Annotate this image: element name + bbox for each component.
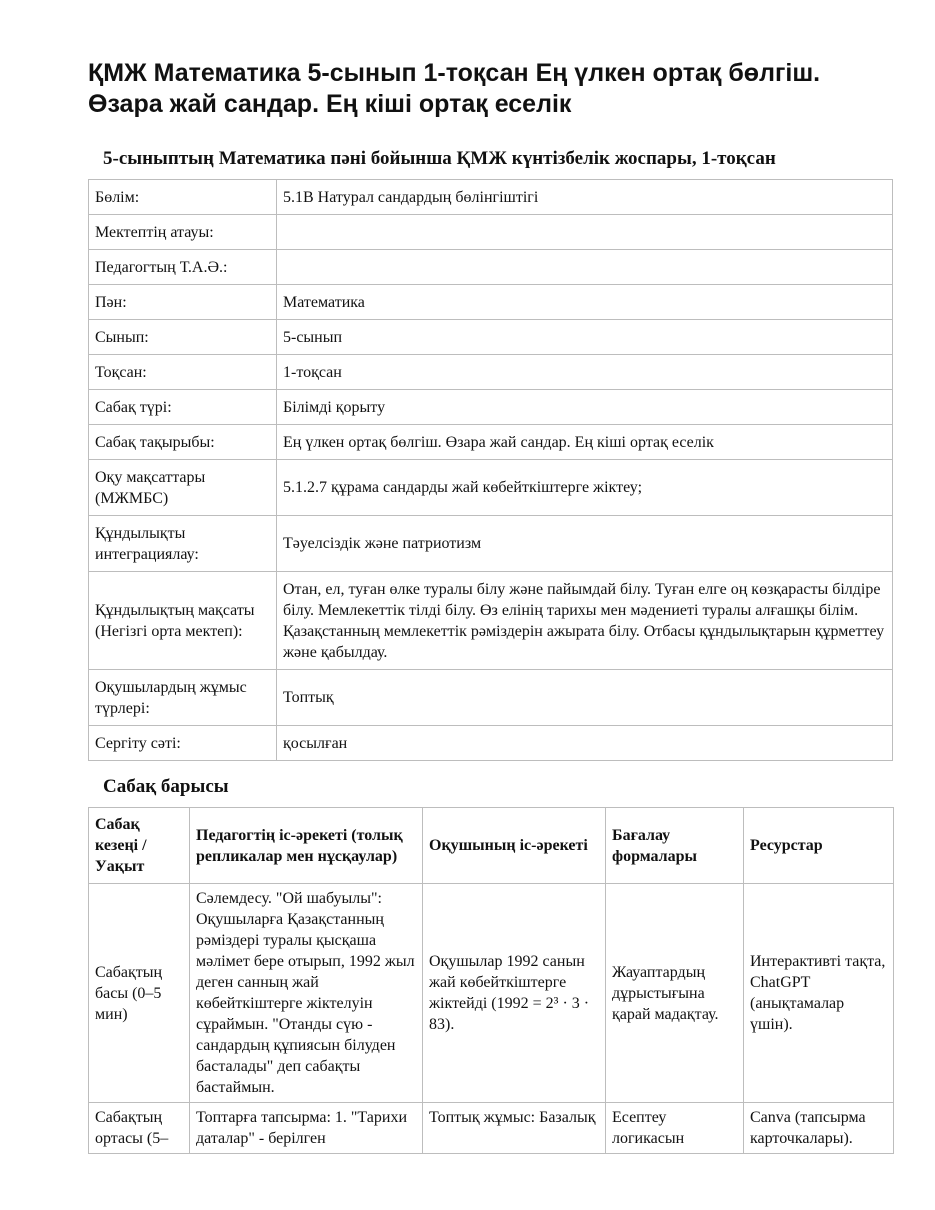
table-row bbox=[89, 425, 893, 460]
teacher-activity: Топтарға тапсырма: 1. "Тарихи даталар" - берілген bbox=[190, 1103, 423, 1154]
info-value: қосылған bbox=[277, 726, 893, 761]
info-label: Оқушылардың жұмыс түрлері: bbox=[89, 670, 277, 726]
info-value: Ең үлкен ортақ бөлгіш. Өзара жай сандар. Ең кіші ортақ еселік bbox=[277, 425, 893, 460]
table-row bbox=[89, 884, 894, 1103]
table-row bbox=[89, 355, 893, 390]
info-label: Тоқсан: bbox=[89, 355, 277, 390]
info-label: Құндылықтың мақсаты (Негізгі орта мектеп): bbox=[89, 572, 277, 670]
table-row bbox=[89, 250, 893, 285]
info-value: 5.1.2.7 құрама сандарды жай көбейткіштерге жіктеу; bbox=[277, 460, 893, 516]
table-header-row bbox=[89, 808, 894, 884]
info-label: Құндылықты интеграциялау: bbox=[89, 516, 277, 572]
table-row bbox=[89, 1103, 894, 1154]
column-header-student: Оқушының іс-әрекеті bbox=[423, 808, 606, 884]
info-value: Білімді қорыту bbox=[277, 390, 893, 425]
resources: Интерактивті тақта, ChatGPT (анықтамалар үшін). bbox=[744, 884, 894, 1103]
teacher-activity: Сәлемдесу. "Ой шабуылы": Оқушыларға Қазақстанның рәміздері туралы қысқаша мәлімет бере отырып, 1992 жыл деген санның жай көбейткіштерге жіктелуін сұраймын. "Отанды сүю - сандардың құпиясын білуден басталады" деп сабақты бастаймын. bbox=[190, 884, 423, 1103]
info-label: Пән: bbox=[89, 285, 277, 320]
table-row bbox=[89, 726, 893, 761]
lesson-stage: Сабақтың басы (0–5 мин) bbox=[89, 884, 190, 1103]
column-header-assessment: Бағалау формалары bbox=[606, 808, 744, 884]
table-row bbox=[89, 670, 893, 726]
table-row bbox=[89, 572, 893, 670]
info-label: Оқу мақсаттары (МЖМБС) bbox=[89, 460, 277, 516]
info-label: Сабақ түрі: bbox=[89, 390, 277, 425]
document-title: ҚМЖ Математика 5-сынып 1-тоқсан Ең үлкен ортақ бөлгіш. Өзара жай сандар. Ең кіші ортақ еселік bbox=[88, 59, 821, 118]
info-value bbox=[277, 250, 893, 285]
info-value: 5-сынып bbox=[277, 320, 893, 355]
table-row bbox=[89, 516, 893, 572]
table-row bbox=[89, 390, 893, 425]
column-header-resources: Ресурстар bbox=[744, 808, 894, 884]
info-label: Сергіту сәті: bbox=[89, 726, 277, 761]
info-value: 5.1В Натурал сандардың бөлінгіштігі bbox=[277, 180, 893, 215]
table-row bbox=[89, 180, 893, 215]
table-row bbox=[89, 215, 893, 250]
table-row bbox=[89, 460, 893, 516]
info-label: Сынып: bbox=[89, 320, 277, 355]
info-label: Педагогтың Т.А.Ә.: bbox=[89, 250, 277, 285]
info-label: Мектептің атауы: bbox=[89, 215, 277, 250]
student-activity: Топтық жұмыс: Базалық bbox=[423, 1103, 606, 1154]
lesson-stage: Сабақтың ортасы (5– bbox=[89, 1103, 190, 1154]
table-row bbox=[89, 285, 893, 320]
lesson-section-heading: Сабақ барысы bbox=[103, 776, 229, 797]
info-value: Математика bbox=[277, 285, 893, 320]
column-header-stage: Сабақ кезеңі / Уақыт bbox=[89, 808, 190, 884]
student-activity: Оқушылар 1992 санын жай көбейткіштерге жіктейді (1992 = 2³ · 3 · 83). bbox=[423, 884, 606, 1103]
info-value: Топтық bbox=[277, 670, 893, 726]
info-value: Тәуелсіздік және патриотизм bbox=[277, 516, 893, 572]
column-header-teacher: Педагогтің іс-әрекеті (толық репликалар мен нұсқаулар) bbox=[190, 808, 423, 884]
assessment: Жауаптардың дұрыстығына қарай мадақтау. bbox=[606, 884, 744, 1103]
assessment: Есептеу логикасын bbox=[606, 1103, 744, 1154]
info-label: Сабақ тақырыбы: bbox=[89, 425, 277, 460]
table-row bbox=[89, 320, 893, 355]
info-label: Бөлім: bbox=[89, 180, 277, 215]
info-value bbox=[277, 215, 893, 250]
info-table bbox=[88, 179, 893, 761]
info-value: Отан, ел, туған өлке туралы білу және пайымдай білу. Туған елге оң көзқарасты білдіре білу. Мемлекеттік тілді білу. Өз елінің тарихы мен мәдениеті туралы алғашқы білім. Қазақстанның мемлекеттік рәміздерін ажырата білу. Отбасы құндылықтарын құрметтеу және қабылдау. bbox=[277, 572, 893, 670]
info-value: 1-тоқсан bbox=[277, 355, 893, 390]
lesson-table bbox=[88, 807, 894, 1154]
resources: Canva (тапсырма карточкалары). bbox=[744, 1103, 894, 1154]
plan-subtitle: 5-сыныптың Математика пәні бойынша ҚМЖ күнтізбелік жоспары, 1-тоқсан bbox=[103, 148, 776, 169]
